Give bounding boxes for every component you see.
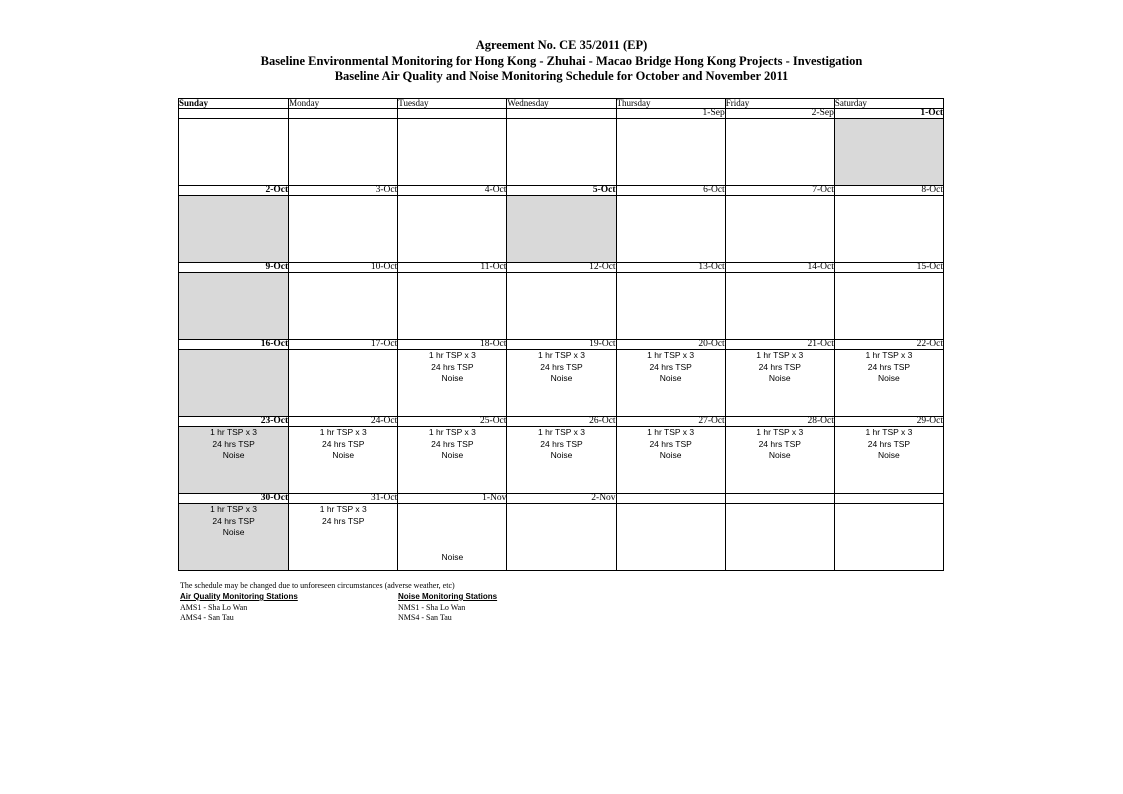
tsp-1hr-entry: 1 hr TSP x 3 bbox=[210, 427, 258, 437]
noise-entry: Noise bbox=[222, 450, 245, 460]
noise-station-item: NMS4 - San Tau bbox=[398, 613, 452, 622]
day-cell bbox=[398, 196, 507, 263]
date-label: 2-Oct bbox=[179, 186, 289, 196]
noise-entry: Noise bbox=[878, 450, 900, 460]
tsp-1hr-entry: 1 hr TSP x 3 bbox=[865, 427, 913, 437]
noise-entry: Noise bbox=[878, 373, 900, 383]
day-cell bbox=[289, 196, 398, 263]
day-cell bbox=[834, 504, 943, 571]
day-cell bbox=[289, 350, 398, 417]
noise-stations-title: Noise Monitoring Stations bbox=[398, 592, 498, 601]
weekday-header: Thursday bbox=[616, 99, 725, 109]
tsp-24hr-entry: 24 hrs TSP bbox=[431, 438, 474, 449]
day-cell bbox=[179, 350, 289, 417]
day-cell bbox=[834, 119, 943, 186]
tsp-24hr-entry: 24 hrs TSP bbox=[867, 438, 911, 449]
date-label: 5-Oct bbox=[507, 186, 616, 196]
monitoring-calendar bbox=[178, 98, 944, 571]
tsp-24hr-entry: 24 hrs TSP bbox=[212, 438, 255, 449]
date-label: 2-Sep bbox=[725, 109, 834, 119]
day-cell bbox=[834, 350, 943, 417]
day-cell bbox=[179, 119, 289, 186]
noise-entry: Noise bbox=[659, 450, 682, 460]
date-label: 10-Oct bbox=[289, 263, 398, 273]
date-label: 18-Oct bbox=[398, 340, 507, 350]
day-cell bbox=[179, 504, 289, 571]
tsp-1hr-entry: 1 hr TSP x 3 bbox=[428, 427, 476, 437]
noise-entry: Noise bbox=[441, 551, 464, 562]
day-cell bbox=[507, 427, 616, 494]
tsp-1hr-entry: 1 hr TSP x 3 bbox=[319, 504, 367, 514]
schedule-row bbox=[179, 119, 944, 186]
day-cell bbox=[179, 273, 289, 340]
date-label bbox=[289, 109, 398, 119]
day-cell bbox=[398, 427, 507, 494]
date-label bbox=[834, 494, 943, 504]
date-label: 27-Oct bbox=[616, 417, 725, 427]
tsp-1hr-entry: 1 hr TSP x 3 bbox=[756, 350, 804, 360]
day-cell bbox=[616, 196, 725, 263]
day-cell bbox=[725, 196, 834, 263]
day-cell bbox=[616, 350, 725, 417]
date-label bbox=[725, 494, 834, 504]
day-cell bbox=[507, 504, 616, 571]
project-title: Baseline Environmental Monitoring for Hong Kong - Zhuhai - Macao Bridge Hong Kong Projects - Investigation bbox=[260, 53, 863, 68]
noise-entry: Noise bbox=[768, 373, 791, 383]
noise-entry: Noise bbox=[659, 373, 682, 383]
day-cell bbox=[179, 196, 289, 263]
weekday-header: Monday bbox=[289, 99, 398, 109]
day-cell bbox=[398, 504, 507, 571]
date-label: 1-Nov bbox=[398, 494, 507, 504]
air-station-item: AMS1 - Sha Lo Wan bbox=[180, 602, 248, 612]
day-cell bbox=[289, 427, 398, 494]
date-label: 20-Oct bbox=[616, 340, 725, 350]
date-label: 3-Oct bbox=[289, 186, 398, 196]
date-label: 23-Oct bbox=[179, 417, 289, 427]
schedule-row bbox=[179, 427, 944, 494]
date-label: 4-Oct bbox=[398, 186, 507, 196]
schedule-row bbox=[179, 196, 944, 263]
day-cell bbox=[725, 427, 834, 494]
date-label: 1-Oct bbox=[834, 109, 943, 119]
tsp-24hr-entry: 24 hrs TSP bbox=[649, 361, 692, 372]
day-cell bbox=[289, 119, 398, 186]
weekday-header: Saturday bbox=[834, 99, 943, 109]
date-label: 25-Oct bbox=[398, 417, 507, 427]
date-label: 15-Oct bbox=[834, 263, 943, 273]
tsp-24hr-entry: 24 hrs TSP bbox=[758, 438, 801, 449]
date-label: 28-Oct bbox=[725, 417, 834, 427]
tsp-24hr-entry: 24 hrs TSP bbox=[540, 438, 583, 449]
day-cell bbox=[398, 273, 507, 340]
date-label: 12-Oct bbox=[507, 263, 616, 273]
tsp-24hr-entry: 24 hrs TSP bbox=[431, 361, 474, 372]
tsp-1hr-entry: 1 hr TSP x 3 bbox=[756, 427, 804, 437]
date-label: 6-Oct bbox=[616, 186, 725, 196]
air-stations-list bbox=[180, 592, 298, 624]
day-cell bbox=[616, 119, 725, 186]
weekday-header: Tuesday bbox=[398, 99, 507, 109]
date-label: 9-Oct bbox=[179, 263, 289, 273]
date-label: 31-Oct bbox=[289, 494, 398, 504]
day-cell bbox=[507, 196, 616, 263]
date-label: 19-Oct bbox=[507, 340, 616, 350]
noise-entry: Noise bbox=[441, 373, 464, 383]
day-cell bbox=[725, 504, 834, 571]
date-row bbox=[179, 109, 944, 119]
date-row bbox=[179, 263, 944, 273]
date-label: 2-Nov bbox=[507, 494, 616, 504]
day-cell bbox=[398, 119, 507, 186]
day-cell bbox=[834, 273, 943, 340]
day-cell bbox=[289, 273, 398, 340]
agreement-title: Agreement No. CE 35/2011 (EP) bbox=[475, 38, 648, 52]
tsp-1hr-entry: 1 hr TSP x 3 bbox=[210, 504, 258, 514]
noise-entry: Noise bbox=[768, 450, 791, 460]
day-cell bbox=[507, 119, 616, 186]
day-cell bbox=[289, 504, 398, 571]
noise-entry: Noise bbox=[332, 450, 355, 460]
date-row bbox=[179, 186, 944, 196]
tsp-24hr-entry: 24 hrs TSP bbox=[758, 361, 801, 372]
date-label bbox=[507, 109, 616, 119]
tsp-24hr-entry: 24 hrs TSP bbox=[540, 361, 583, 372]
tsp-1hr-entry: 1 hr TSP x 3 bbox=[319, 427, 367, 437]
day-cell bbox=[725, 350, 834, 417]
document-header bbox=[0, 38, 1123, 85]
schedule-row bbox=[179, 350, 944, 417]
schedule-row bbox=[179, 273, 944, 340]
date-label: 26-Oct bbox=[507, 417, 616, 427]
tsp-1hr-entry: 1 hr TSP x 3 bbox=[538, 350, 585, 360]
schedule-note: The schedule may be changed due to unforeseen circumstances (adverse weather, etc) bbox=[180, 581, 455, 590]
date-label bbox=[398, 109, 507, 119]
day-cell bbox=[507, 350, 616, 417]
tsp-24hr-entry: 24 hrs TSP bbox=[322, 515, 365, 526]
noise-entry: Noise bbox=[550, 373, 573, 383]
tsp-24hr-entry: 24 hrs TSP bbox=[867, 361, 911, 372]
tsp-1hr-entry: 1 hr TSP x 3 bbox=[865, 350, 913, 360]
date-label: 22-Oct bbox=[834, 340, 943, 350]
day-cell bbox=[834, 196, 943, 263]
noise-entry: Noise bbox=[550, 450, 573, 460]
date-row bbox=[179, 340, 944, 350]
day-cell bbox=[398, 350, 507, 417]
date-row bbox=[179, 417, 944, 427]
tsp-24hr-entry: 24 hrs TSP bbox=[322, 438, 365, 449]
weekday-header-row bbox=[179, 99, 944, 109]
tsp-24hr-entry: 24 hrs TSP bbox=[212, 515, 255, 526]
tsp-1hr-entry: 1 hr TSP x 3 bbox=[647, 427, 695, 437]
day-cell bbox=[725, 119, 834, 186]
date-label bbox=[616, 494, 725, 504]
date-label: 7-Oct bbox=[725, 186, 834, 196]
air-stations-title: Air Quality Monitoring Stations bbox=[180, 592, 298, 601]
noise-entry: Noise bbox=[222, 527, 245, 537]
noise-entry: Noise bbox=[441, 450, 464, 460]
date-label: 1-Sep bbox=[616, 109, 725, 119]
day-cell bbox=[616, 504, 725, 571]
day-cell bbox=[507, 273, 616, 340]
date-label: 13-Oct bbox=[616, 263, 725, 273]
date-label: 16-Oct bbox=[179, 340, 289, 350]
weekday-header: Sunday bbox=[179, 99, 289, 109]
date-label: 30-Oct bbox=[179, 494, 289, 504]
date-label: 29-Oct bbox=[834, 417, 943, 427]
date-label bbox=[179, 109, 289, 119]
day-cell bbox=[725, 273, 834, 340]
date-label: 21-Oct bbox=[725, 340, 834, 350]
date-row bbox=[179, 494, 944, 504]
date-label: 14-Oct bbox=[725, 263, 834, 273]
date-label: 11-Oct bbox=[398, 263, 507, 273]
schedule-title: Baseline Air Quality and Noise Monitoring Schedule for October and November 2011 bbox=[334, 69, 789, 83]
date-label: 24-Oct bbox=[289, 417, 398, 427]
weekday-header: Wednesday bbox=[507, 99, 616, 109]
tsp-1hr-entry: 1 hr TSP x 3 bbox=[428, 350, 476, 360]
day-cell bbox=[616, 273, 725, 340]
tsp-1hr-entry: 1 hr TSP x 3 bbox=[647, 350, 695, 360]
day-cell bbox=[616, 427, 725, 494]
date-label: 8-Oct bbox=[834, 186, 943, 196]
noise-station-item: NMS1 - Sha Lo Wan bbox=[398, 602, 466, 612]
air-station-item: AMS4 - San Tau bbox=[180, 613, 234, 622]
date-label: 17-Oct bbox=[289, 340, 398, 350]
day-cell bbox=[179, 427, 289, 494]
tsp-1hr-entry: 1 hr TSP x 3 bbox=[538, 427, 585, 437]
noise-stations-list bbox=[398, 592, 497, 624]
day-cell bbox=[834, 427, 943, 494]
tsp-24hr-entry: 24 hrs TSP bbox=[649, 438, 692, 449]
schedule-row bbox=[179, 504, 944, 571]
weekday-header: Friday bbox=[725, 99, 834, 109]
